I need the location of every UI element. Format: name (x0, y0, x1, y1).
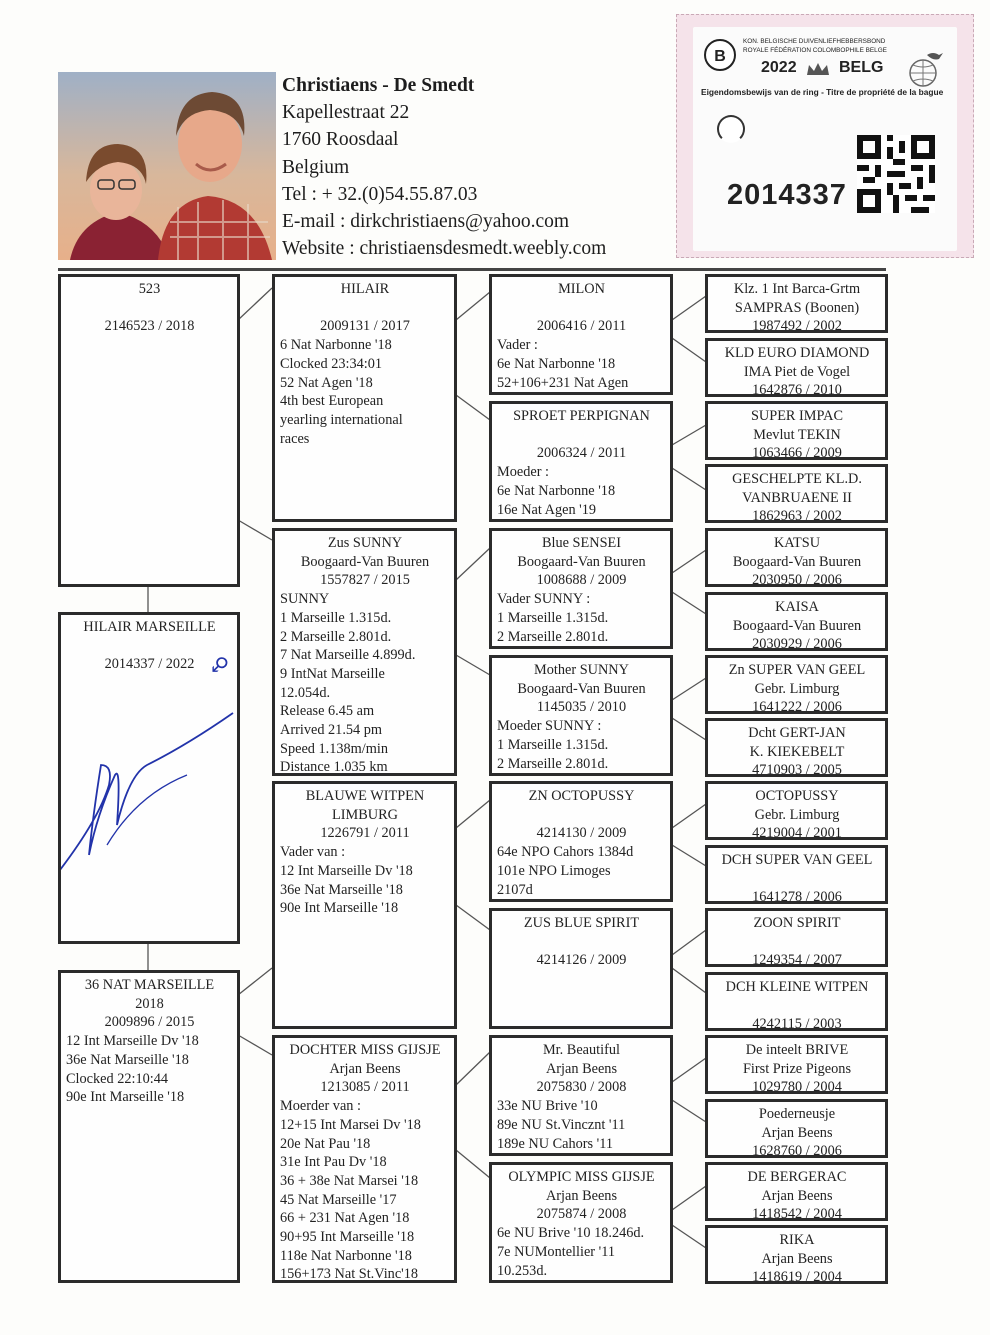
pigeon-box-gen4-8 (705, 718, 888, 777)
pigeon-box-gen4-14 (705, 1099, 888, 1158)
result-line: 6e Nat Narbonne '18 (497, 355, 616, 372)
pigeon-name: ZN OCTOPUSSY (528, 788, 635, 804)
result-line: 118e Nat Narbonne '18 (280, 1247, 412, 1264)
result-line: 64e NPO Cahors 1384d (497, 844, 634, 861)
ring-number: 1145035 / 2010 (536, 699, 627, 716)
logo-letter: B (714, 48, 726, 65)
pigeon-name: KATSU (773, 535, 821, 551)
pigeon-box-gen4-11 (705, 908, 888, 967)
kbdb-logo (703, 37, 737, 71)
result-line: 90+95 Int Marseille '18 (280, 1229, 415, 1246)
result-line: 9 IntNat Marseille (280, 665, 385, 682)
header-divider (58, 268, 886, 271)
ring-number: 1029780 / 2004 (752, 1079, 842, 1094)
pigeon-box-gen1-dam (58, 970, 240, 1283)
pigeon-name: DE BERGERAC (747, 1169, 847, 1185)
result-line: 2 Marseille 2.801d. (497, 755, 609, 772)
pigeon-name: DOCHTER MISS GIJSJE (289, 1042, 441, 1058)
pigeon-box-gen4-4 (705, 464, 888, 523)
result-line: 36e Nat Marseille '18 (280, 881, 403, 898)
breeder: Boogaard-Van Buuren (517, 553, 646, 570)
email: E-mail : dirkchristiaens@yahoo.com (282, 211, 570, 233)
ring-number: 2009131 / 2017 (320, 318, 410, 335)
ring-number: 1063466 / 2009 (752, 445, 842, 460)
ring-number: 1249354 / 2007 (752, 952, 842, 967)
pigeon-name: Zn SUPER VAN GEEL (728, 662, 866, 678)
pigeon-name: RIKA (779, 1232, 815, 1248)
federation-name-nl: KON. BELGISCHE DUIVENLIEFHEBBERSBOND (743, 38, 886, 45)
result-line: 1 Marseille 1.315d. (497, 609, 609, 626)
pigeon-box-gen3-2 (489, 401, 673, 522)
pigeon-name: SPROET PERPIGNAN (513, 408, 650, 424)
ring-number: 1226791 / 2011 (320, 825, 410, 842)
breeder: Arjan Beens (761, 1250, 833, 1267)
pigeon-box-gen3-8 (489, 1162, 673, 1283)
ring-number: 2014337 / 2022 (104, 656, 195, 673)
breeder: Arjan Beens (329, 1060, 401, 1077)
breeder: Boogaard-Van Buuren (732, 553, 862, 570)
pigeon-name: Mother SUNNY (534, 662, 629, 678)
result-line: Speed 1.138m/min (280, 740, 389, 757)
result-line: 12 Int Marseille Dv '18 (66, 1033, 199, 1050)
pigeon-box-gen2-1 (272, 274, 457, 522)
result-line: 189e NU Cahors '11 (497, 1135, 614, 1152)
pigeon-box-gen2-2 (272, 528, 457, 776)
country: Belgium (282, 156, 350, 178)
breeder: Arjan Beens (761, 1187, 833, 1204)
breeder: Arjan Beens (545, 1060, 618, 1077)
pigeon-box-gen4-6 (705, 592, 888, 651)
result-line: 6e Nat Narbonne '18 (497, 482, 616, 499)
breeder: Boogaard-Van Buuren (732, 617, 862, 634)
pigeon-name: Dcht GERT-JAN (748, 725, 846, 741)
ring-number: 1641278 / 2006 (752, 889, 842, 904)
result-line: 16e Nat Agen '19 (497, 501, 597, 518)
pigeon-name: 523 (138, 281, 161, 297)
sex-mark: ♂ (211, 652, 229, 677)
pigeon-subtitle: LIMBURG (332, 806, 398, 823)
signature-icon (58, 705, 240, 895)
pigeon-box-gen4-3 (705, 401, 888, 460)
result-line: 2 Marseille 2.801d. (497, 628, 609, 645)
result-line: 33e NU Brive '10 (497, 1098, 598, 1115)
pigeon-name: MILON (558, 281, 605, 297)
ring-number: 4214130 / 2009 (536, 825, 627, 842)
result-line: Clocked 23:34:01 (280, 355, 383, 372)
result-line: 20e Nat Pau '18 (280, 1135, 371, 1152)
result-line: Vader : (497, 337, 538, 354)
breeder: K. KIEKEBELT (749, 743, 845, 760)
result-line: 10.253d. (497, 1262, 548, 1279)
pigeon-name: DCH SUPER VAN GEEL (721, 852, 873, 868)
result-line: 89e NU St.Vincznt '11 (497, 1116, 626, 1133)
result-line: Moerder van : (280, 1098, 361, 1115)
breeder: Gebr. Limburg (754, 806, 840, 823)
breeder: IMA Piet de Vogel (743, 363, 851, 380)
pigeon-box-gen4-15 (705, 1162, 888, 1221)
pigeon-name: BLAUWE WITPEN (305, 788, 425, 804)
pigeon-box-gen4-7 (705, 655, 888, 714)
result-line: 52+106+231 Nat Agen (497, 374, 629, 391)
breeder: Gebr. Limburg (754, 680, 840, 697)
result-line: 90e Int Marseille '18 (66, 1089, 185, 1106)
pigeon-box-subject (58, 612, 240, 944)
breeder: First Prize Pigeons (742, 1060, 852, 1077)
pigeon-box-gen4-10 (705, 845, 888, 904)
ring-number: 1862963 / 2002 (752, 508, 842, 523)
card-title: Eigendomsbewijs van de ring - Titre de propriété de la bague (701, 87, 944, 97)
result-line: 45 Nat Marseille '17 (280, 1191, 397, 1208)
pigeon-box-gen2-3 (272, 781, 457, 1029)
result-line: 2 Marseille 2.801d. (280, 628, 392, 645)
pigeon-box-gen4-1 (705, 274, 888, 333)
ring-number: 1213085 / 2011 (320, 1079, 410, 1096)
result-line: races (280, 430, 310, 447)
ring-number: 4710903 / 2005 (752, 762, 842, 777)
ring-number: 2075874 / 2008 (536, 1206, 627, 1223)
ring-number: 2075830 / 2008 (536, 1079, 627, 1096)
ring-number: 2030929 / 2006 (752, 636, 842, 651)
pigeon-box-gen3-1 (489, 274, 673, 395)
result-line: Vader van : (280, 844, 346, 861)
result-line: 36 + 38e Nat Marsei '18 (280, 1172, 419, 1189)
result-line: 90e Int Marseille '18 (280, 900, 399, 917)
ring-number: 1641222 / 2006 (752, 699, 842, 714)
pigeon-box-gen4-16 (705, 1225, 888, 1284)
ring-number: 1642876 / 2010 (752, 382, 842, 397)
pigeon-box-gen1-sire (58, 274, 240, 587)
result-line: 2107d (497, 881, 533, 898)
result-line: Arrived 21.54 pm (280, 722, 383, 739)
result-line: 12 Int Marseille Dv '18 (280, 862, 413, 879)
pigeon-box-gen3-4 (489, 655, 673, 776)
crown-icon (805, 61, 831, 77)
pigeon-name: KLD EURO DIAMOND (724, 345, 870, 361)
pigeon-name: Klz. 1 Int Barca-Grtm (733, 281, 861, 297)
pigeon-name: HILAIR (340, 281, 390, 297)
pigeon-box-gen2-4 (272, 1035, 457, 1283)
result-line: SUNNY (280, 591, 330, 608)
globe-pigeon-icon (899, 51, 945, 87)
telephone: Tel : + 32.(0)54.55.87.03 (282, 183, 478, 205)
pigeon-name: De inteelt BRIVE (745, 1042, 849, 1058)
ring-number: 1557827 / 2015 (320, 572, 410, 589)
result-line: 4th best European (280, 393, 384, 410)
pigeon-name: Poederneusje (758, 1106, 836, 1122)
pigeon-name: OCTOPUSSY (755, 788, 839, 804)
pigeon-name: OLYMPIC MISS GIJSJE (508, 1169, 655, 1185)
owner-name: Christiaens - De Smedt (282, 75, 475, 96)
result-line: Clocked 22:10:44 (66, 1070, 169, 1087)
qr-code-icon (857, 135, 935, 213)
result-line: 6e NU Brive '10 18.246d. (497, 1225, 645, 1242)
ring-number: 2146523 / 2018 (104, 318, 195, 335)
ring-number: 4219004 / 2001 (752, 825, 842, 840)
result-line: 52 Nat Agen '18 (280, 374, 373, 391)
ring-number: 4214126 / 2009 (536, 952, 627, 969)
breeder: Arjan Beens (545, 1187, 618, 1204)
owner-contact (282, 72, 682, 262)
pigeon-box-gen3-5 (489, 781, 673, 902)
pigeon-name: HILAIR MARSEILLE (83, 619, 216, 635)
result-line: 6 Nat Narbonne '18 (280, 337, 392, 354)
street: Kapellestraat 22 (282, 102, 410, 124)
result-line: Moeder SUNNY : (497, 718, 602, 735)
card-year: 2022 (761, 59, 797, 76)
pigeon-box-gen3-3 (489, 528, 673, 649)
pigeon-box-gen3-6 (489, 908, 673, 1029)
result-line: 101e NPO Limoges (497, 862, 611, 879)
result-line: Distance 1.035 km (280, 759, 388, 776)
pigeon-name: Mr. Beautiful (542, 1042, 621, 1058)
pigeon-name: SUPER IMPAC (750, 408, 844, 424)
result-line: 31e Int Pau Dv '18 (280, 1154, 387, 1171)
pigeon-box-gen4-13 (705, 1035, 888, 1094)
result-line: 1 Marseille 1.315d. (497, 736, 609, 753)
result-line: 7 Nat Marseille 4.899d. (280, 647, 416, 664)
pigeon-box-gen4-5 (705, 528, 888, 587)
punch-hole-icon (717, 115, 745, 143)
card-country-code: BELG (839, 59, 884, 76)
pigeon-name: ZUS BLUE SPIRIT (523, 915, 640, 931)
ring-number: 1987492 / 2002 (752, 318, 842, 333)
ring-number: 1418542 / 2004 (752, 1206, 842, 1221)
ring-number: 1628760 / 2006 (752, 1143, 842, 1158)
breeder: SAMPRAS (Boonen) (734, 299, 860, 316)
pigeon-name: 36 NAT MARSEILLE (84, 977, 215, 993)
card-ring-number: 2014337 (727, 179, 847, 211)
pigeon-name: GESCHELPTE KL.D. (732, 471, 862, 487)
pigeon-box-gen4-9 (705, 781, 888, 840)
pigeon-name: Blue SENSEI (541, 535, 622, 551)
pigeon-name: KAISA (775, 599, 819, 615)
ring-number: 2009896 / 2015 (104, 1014, 195, 1031)
breeder: VANBRUAENE II (742, 489, 852, 506)
pigeon-box-gen4-2 (705, 338, 888, 397)
result-line: Vader SUNNY : (497, 591, 591, 608)
breeder: Boogaard-Van Buuren (517, 680, 646, 697)
pigeon-name: Zus SUNNY (327, 535, 403, 551)
pigeon-name: DCH KLEINE WITPEN (725, 979, 869, 995)
website: Website : christiaensdesmedt.weebly.com (282, 238, 607, 260)
result-line: Release 6.45 am (280, 703, 375, 720)
breeder: Boogaard-Van Buuren (300, 553, 430, 570)
breeder: Mevlut TEKIN (753, 426, 841, 443)
result-line: 36e Nat Marseille '18 (66, 1051, 189, 1068)
owner-photo (58, 72, 276, 260)
result-line: 12+15 Int Marsei Dv '18 (280, 1116, 421, 1133)
pigeon-box-gen3-7 (489, 1035, 673, 1156)
pigeon-subtitle: 2018 (135, 995, 164, 1012)
ring-number: 2030950 / 2006 (752, 572, 842, 587)
city: 1760 Roosdaal (282, 129, 399, 151)
ring-number: 1008688 / 2009 (536, 572, 627, 589)
result-line: 12.054d. (280, 684, 331, 701)
ring-number: 2006416 / 2011 (536, 318, 627, 335)
pigeon-name: ZOON SPIRIT (753, 915, 841, 931)
breeder: Arjan Beens (761, 1124, 833, 1141)
result-line: 7e NUMontellier '11 (497, 1243, 615, 1260)
ring-number: 2006324 / 2011 (536, 445, 627, 462)
pigeon-box-gen4-12 (705, 972, 888, 1031)
federation-name-fr: ROYALE FÉDÉRATION COLOMBOPHILE BELGE (743, 47, 887, 54)
result-line: 1 Marseille 1.315d. (280, 609, 392, 626)
result-line: Moeder : (497, 464, 550, 481)
result-line: 156+173 Nat St.Vinc'18 (280, 1266, 419, 1283)
ring-number: 4242115 / 2003 (752, 1016, 842, 1031)
result-line: yearling international (280, 411, 403, 428)
result-line: 66 + 231 Nat Agen '18 (280, 1210, 410, 1227)
ring-number: 1418619 / 2004 (752, 1269, 842, 1284)
ownership-certificate (676, 14, 974, 258)
